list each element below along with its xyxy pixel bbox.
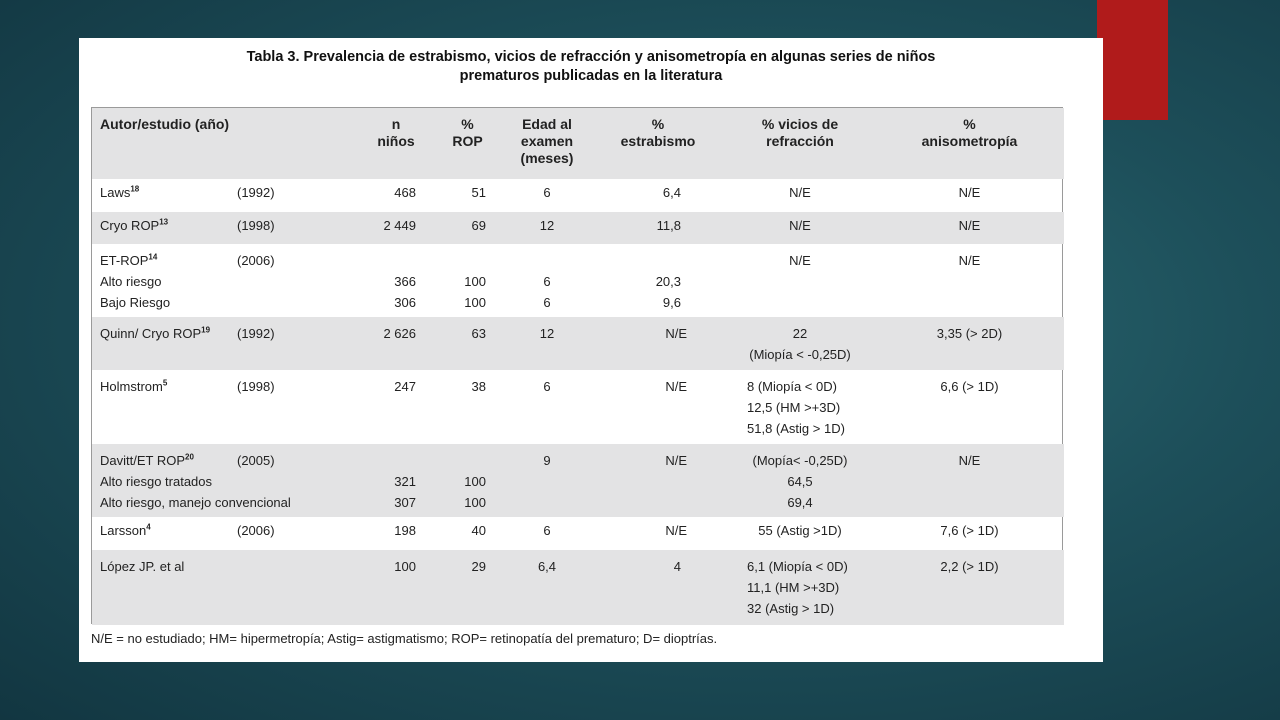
cell-estrabismo: 6,4 (662, 185, 681, 200)
cell-author: Davitt/ET ROP$^{20}$ Alto riesgo tratados Alto riesgo, manejo convencional (100, 452, 291, 510)
table-footnote: N/E = no estudiado; HM= hipermetropía; Astig= astigmatismo; ROP= retinopatía del prematuro; D= dioptrías. (91, 631, 718, 646)
cell-author: Holmstrom$^5$ (100, 378, 168, 394)
cell-rop: 69 (471, 218, 486, 233)
cell-author: Quinn/ Cryo ROP$^{19}$ (100, 325, 211, 341)
cell-author: ET-ROP$^{14}$ Alto riesgo Bajo Riesgo (100, 252, 171, 310)
cell-year (237, 550, 360, 625)
cell-vicios: N/E (789, 185, 811, 200)
cell-author: Laws$^{18}$ (100, 184, 140, 200)
cell-estrabismo: N/E (665, 379, 687, 394)
cell-edad: 6 (543, 185, 551, 200)
header-anisometropia: % anisometropía (921, 116, 1018, 149)
cell-anisometropia: N/E (958, 218, 981, 233)
cell-anisometropia: 3,35 (> 2D) (936, 326, 1003, 341)
cell-estrabismo: 11,8 (656, 218, 681, 233)
cell-year: (1992) (237, 185, 275, 200)
cell-anisometropia: N/E (958, 185, 981, 200)
cell-edad: 6 6 (543, 274, 551, 310)
cell-anisometropia: 7,6 (> 1D) (940, 523, 999, 538)
cell-rop: 100 100 (464, 274, 486, 310)
cell-author: Larsson$^4$ (100, 522, 151, 538)
cell-estrabismo: 20,3 9,6 (655, 274, 681, 310)
table-row (92, 212, 1064, 244)
cell-edad: 9 (543, 453, 551, 468)
cell-n: 366 306 (394, 274, 416, 310)
cell-edad: 12 (539, 326, 555, 341)
header-edad: Edad al examen (meses) (520, 116, 574, 166)
cell-year: (1998) (237, 218, 275, 233)
cell-n: 321 307 (394, 474, 416, 510)
cell-author: López JP. et al (100, 559, 185, 574)
cell-year: (2006) (237, 253, 275, 268)
table-row (92, 317, 1064, 370)
table-row (92, 550, 1064, 625)
header-vicios: % vicios de refracción (761, 116, 839, 149)
cell-vicios: N/E (789, 253, 811, 268)
data-table (91, 107, 1063, 624)
header-year-spacer (237, 108, 360, 179)
cell-vicios: N/E (789, 218, 811, 233)
cell-vicios: (Mopía< -0,25D) 64,5 69,4 (752, 453, 848, 510)
cell-edad: 6 (543, 523, 551, 538)
table-caption (79, 48, 1103, 86)
table-row (92, 179, 1064, 212)
table-row (92, 444, 1064, 517)
cell-estrabismo: 4 (673, 559, 681, 574)
cell-year: (2006) (237, 523, 275, 538)
cell-year: (1992) (237, 326, 275, 341)
cell-rop: 38 (471, 379, 486, 394)
cell-vicios: 55 (Astig >1D) (758, 523, 842, 538)
cell-n: 468 (394, 185, 416, 200)
table-row (92, 244, 1064, 317)
cell-anisometropia: N/E (958, 453, 981, 468)
cell-rop: 29 (471, 559, 486, 574)
table-row (92, 370, 1064, 444)
cell-n: 2 449 (383, 218, 416, 233)
cell-edad: 12 (539, 218, 555, 233)
cell-n: 198 (394, 523, 416, 538)
header-estrabismo: % estrabismo (620, 116, 696, 149)
header-author: Autor/estudio (año) (100, 116, 230, 132)
header-row (92, 108, 1064, 179)
header-rop: % ROP (452, 116, 483, 149)
cell-edad: 6,4 (537, 559, 557, 574)
red-accent-bar (1097, 0, 1168, 120)
cell-author: Cryo ROP$^{13}$ (100, 217, 169, 233)
cell-anisometropia: 6,6 (> 1D) (940, 379, 999, 394)
cell-rop: 40 (471, 523, 486, 538)
cell-year: (2005) (237, 453, 275, 468)
cell-n: 247 (394, 379, 416, 394)
cell-vicios: 8 (Miopía < 0D) 12,5 (HM >+3D) 51,8 (Astig > 1D) (747, 379, 845, 436)
header-n: n niños (377, 116, 415, 149)
caption-line-2: prematuros publicadas en la literatura (459, 68, 723, 84)
cell-rop: 51 (471, 185, 486, 200)
table-row (92, 517, 1064, 550)
cell-rop: 63 (471, 326, 486, 341)
caption-line-1: Tabla 3. Prevalencia de estrabismo, vicios de refracción y anisometropía en algunas series de niños (246, 49, 936, 65)
cell-rop: 100 100 (464, 474, 486, 510)
cell-n: 100 (394, 559, 416, 574)
cell-estrabismo: N/E (665, 453, 687, 468)
cell-estrabismo: N/E (665, 523, 687, 538)
cell-vicios: 6,1 (Miopía < 0D) 11,1 (HM >+3D) 32 (Astig > 1D) (747, 559, 848, 616)
cell-n: 2 626 (383, 326, 416, 341)
cell-edad: 6 (543, 379, 551, 394)
table-image (79, 38, 1103, 662)
cell-year: (1998) (237, 379, 275, 394)
cell-vicios: 22 (Miopía < -0,25D) (749, 326, 851, 362)
cell-anisometropia: 2,2 (> 1D) (940, 559, 999, 574)
cell-estrabismo: N/E (665, 326, 687, 341)
cell-anisometropia: N/E (958, 253, 981, 268)
